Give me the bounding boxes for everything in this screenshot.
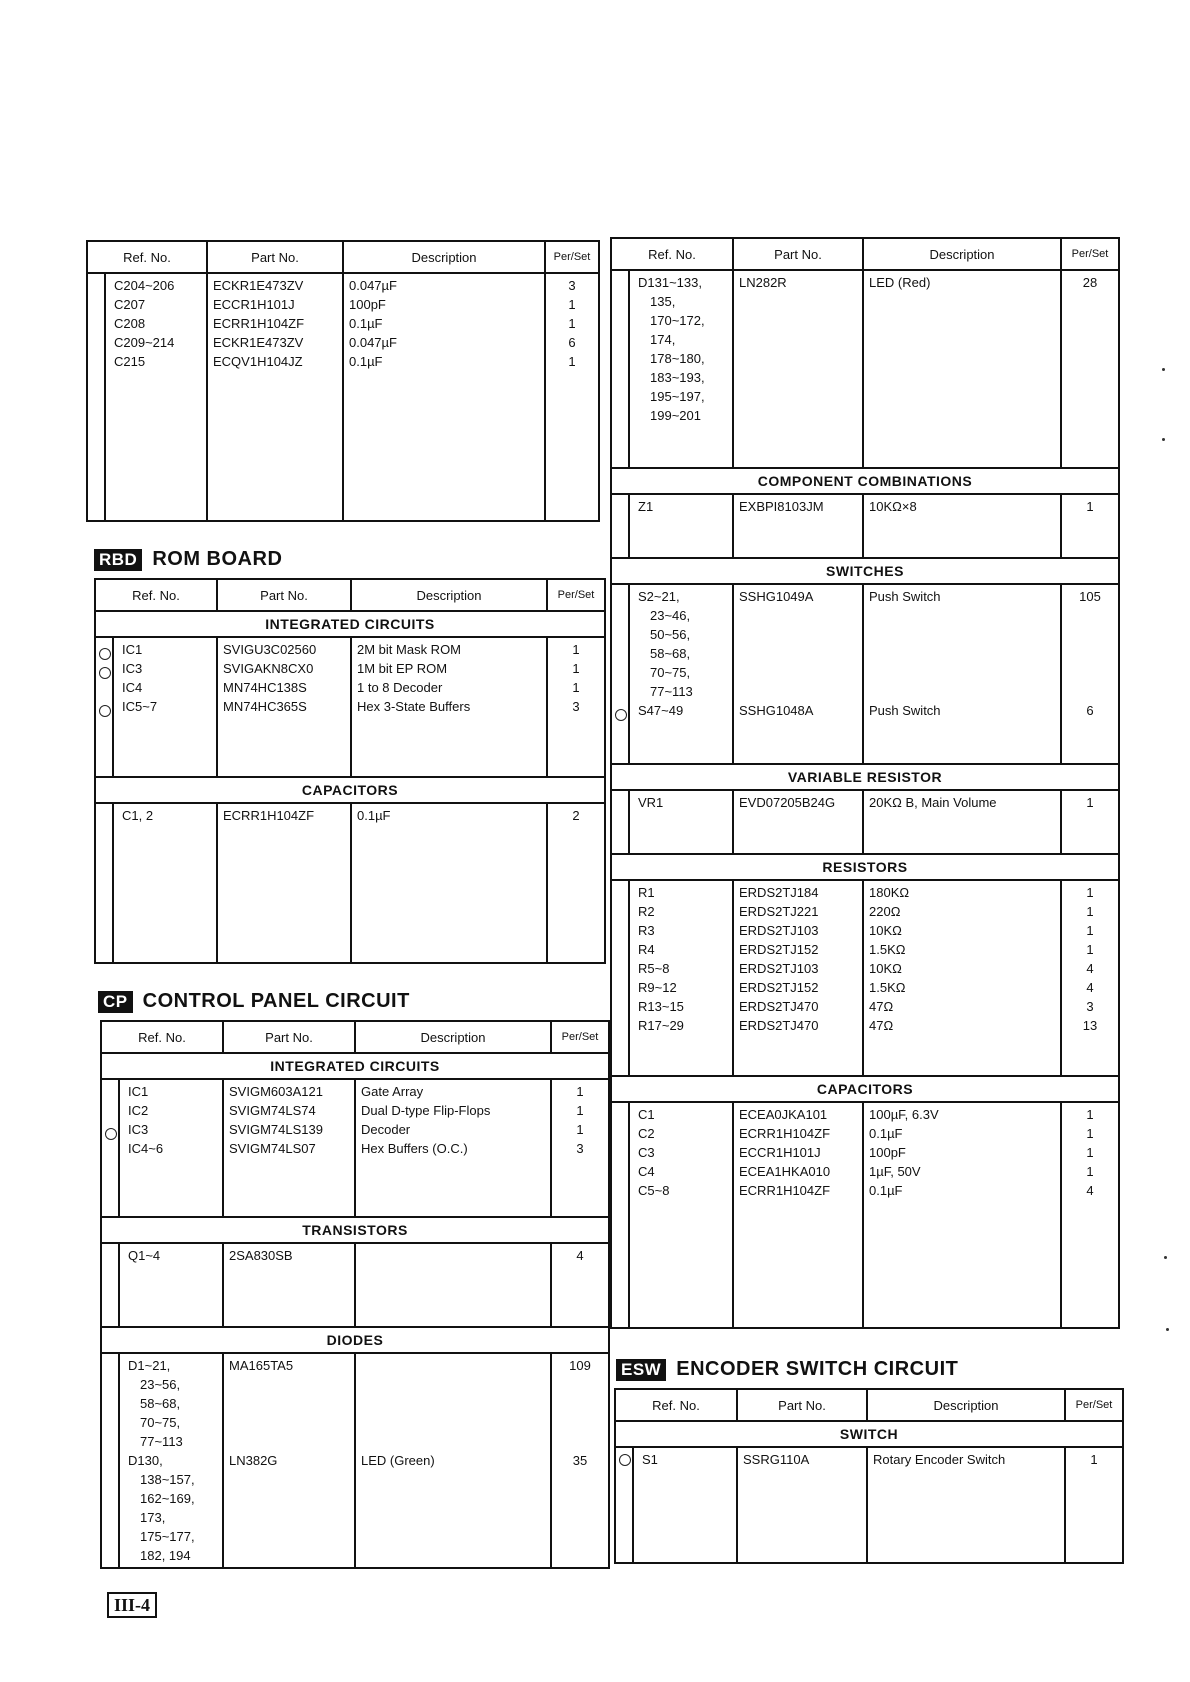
qty-cell: 1 xyxy=(568,316,576,331)
table-header-row xyxy=(101,1021,609,1053)
table-row xyxy=(101,1243,609,1327)
ref-cell: 23~46, xyxy=(650,608,691,623)
part-cell: ERDS2TJ152 xyxy=(739,942,819,957)
table-header-row xyxy=(95,579,605,611)
ref-cell: S47~49 xyxy=(638,703,684,718)
desc-cell: Push Switch xyxy=(869,589,941,604)
col-ref-header: Ref. No. xyxy=(611,238,733,270)
qty-cell: 1 xyxy=(1086,1107,1094,1122)
part-cell: SSRG110A xyxy=(743,1452,810,1467)
ref-cell: S1 xyxy=(642,1452,658,1467)
qty-cell: 1 xyxy=(1086,942,1094,957)
ref-cell: IC5~7 xyxy=(122,699,158,714)
qty-cell: 1 xyxy=(572,680,580,695)
desc-cell xyxy=(361,1356,545,1375)
ref-cell: 199~201 xyxy=(650,408,701,423)
desc-cell: 1.5KΩ xyxy=(869,942,906,957)
qty-cell: 105 xyxy=(1079,589,1101,604)
category-header: INTEGRATED CIRCUITS xyxy=(101,1053,609,1079)
part-cell: ERDS2TJ152 xyxy=(739,980,819,995)
col-qty-header: Per/Set xyxy=(1061,238,1119,270)
qty-cell: 35 xyxy=(572,1453,588,1468)
ref-cell: R1 xyxy=(638,885,655,900)
section-title: ROM BOARD xyxy=(152,548,283,570)
desc-cell: 0.047µF xyxy=(349,278,397,293)
qty-cell: 1 xyxy=(572,642,580,657)
part-cell: SVIGM74LS74 xyxy=(229,1103,316,1118)
desc-cell: LED (Red) xyxy=(869,275,931,290)
part-cell: ECRR1H104ZF xyxy=(223,808,315,823)
ref-cell: 178~180, xyxy=(650,351,705,366)
part-cell: SVIGU3C02560 xyxy=(223,642,317,657)
scan-speck xyxy=(1162,368,1165,371)
part-cell: EVD07205B24G xyxy=(739,795,836,810)
category-header: INTEGRATED CIRCUITS xyxy=(95,611,605,637)
category-header: CAPACITORS xyxy=(95,777,605,803)
desc-cell: 1 to 8 Decoder xyxy=(357,680,443,695)
desc-cell: Dual D-type Flip-Flops xyxy=(361,1103,491,1118)
desc-cell: Decoder xyxy=(361,1122,411,1137)
desc-cell: 10KΩ xyxy=(869,923,902,938)
ref-cell: D130, xyxy=(128,1453,163,1468)
table-row xyxy=(101,1079,609,1217)
ref-cell: IC4~6 xyxy=(128,1141,164,1156)
qty-cell: 1 xyxy=(576,1122,584,1137)
part-cell: MN74HC365S xyxy=(223,699,307,714)
col-desc-header: Description xyxy=(351,579,547,611)
ref-cell: R17~29 xyxy=(638,1018,684,1033)
ref-cell: 175~177, xyxy=(140,1529,195,1544)
part-cell: MA165TA5 xyxy=(229,1358,294,1373)
part-cell: ECEA1HKA010 xyxy=(739,1164,831,1179)
desc-cell: 100pF xyxy=(869,1145,906,1160)
ref-cell: IC1 xyxy=(128,1084,149,1099)
ref-cell: 170~172, xyxy=(650,313,705,328)
table-row xyxy=(611,494,1119,558)
desc-cell: 1.5KΩ xyxy=(869,980,906,995)
part-cell: SVIGM603A121 xyxy=(229,1084,323,1099)
part-cell: ECKR1E473ZV xyxy=(213,278,304,293)
ref-cell: Z1 xyxy=(638,499,654,514)
part-cell: ERDS2TJ470 xyxy=(739,999,819,1014)
qty-cell: 3 xyxy=(576,1141,584,1156)
ref-cell: 58~68, xyxy=(650,646,691,661)
part-cell: ECCR1H101J xyxy=(739,1145,821,1160)
part-cell: EXBPI8103JM xyxy=(739,499,824,514)
part-cell: ERDS2TJ103 xyxy=(739,923,819,938)
ref-cell: C1, 2 xyxy=(122,808,154,823)
qty-cell: 3 xyxy=(1086,999,1094,1014)
ref-cell: 182, 194 xyxy=(140,1548,191,1563)
ref-cell: VR1 xyxy=(638,795,664,810)
table-row xyxy=(611,790,1119,854)
category-header: TRANSISTORS xyxy=(101,1217,609,1243)
desc-cell: Hex Buffers (O.C.) xyxy=(361,1141,468,1156)
rom-board-heading xyxy=(94,548,282,571)
part-cell: ECEA0JKA101 xyxy=(739,1107,828,1122)
ref-cell: 70~75, xyxy=(650,665,691,680)
ref-cell: C2 xyxy=(638,1126,655,1141)
desc-cell: 100µF, 6.3V xyxy=(869,1107,939,1122)
ref-cell: 50~56, xyxy=(650,627,691,642)
scan-speck xyxy=(1164,1256,1167,1259)
table-row xyxy=(611,584,1119,764)
desc-cell: LED (Green) xyxy=(361,1453,435,1468)
qty-cell: 1 xyxy=(1090,1452,1098,1467)
table-header-row xyxy=(615,1389,1123,1421)
desc-cell: 2M bit Mask ROM xyxy=(357,642,462,657)
ref-cell: R2 xyxy=(638,904,655,919)
category-header: SWITCHES xyxy=(611,558,1119,584)
ref-cell: R3 xyxy=(638,923,655,938)
qty-cell: 4 xyxy=(1086,1183,1094,1198)
table-row xyxy=(87,273,599,521)
part-cell: ERDS2TJ103 xyxy=(739,961,819,976)
desc-cell: Push Switch xyxy=(869,703,941,718)
ref-cell: R5~8 xyxy=(638,961,670,976)
col-part-header: Part No. xyxy=(223,1021,355,1053)
desc-cell: 180KΩ xyxy=(869,885,910,900)
part-cell: ECCR1H101J xyxy=(213,297,295,312)
col-desc-header: Description xyxy=(863,238,1061,270)
qty-cell: 3 xyxy=(568,278,576,293)
section-code-badge: RBD xyxy=(94,549,142,571)
part-cell: LN382G xyxy=(229,1453,278,1468)
section-code-badge: ESW xyxy=(616,1359,666,1381)
section-title: CONTROL PANEL CIRCUIT xyxy=(142,990,410,1012)
desc-cell: 47Ω xyxy=(869,1018,894,1033)
col-ref-header: Ref. No. xyxy=(87,241,207,273)
col-qty-header: Per/Set xyxy=(547,579,605,611)
category-header: CAPACITORS xyxy=(611,1076,1119,1102)
desc-cell: 0.1µF xyxy=(869,1126,903,1141)
col-ref-header: Ref. No. xyxy=(95,579,217,611)
ref-cell: 162~169, xyxy=(140,1491,195,1506)
ref-cell: C204~206 xyxy=(114,278,175,293)
col-ref-header: Ref. No. xyxy=(615,1389,737,1421)
top-left-parts-table xyxy=(86,240,598,522)
table-row xyxy=(101,1353,609,1568)
part-cell: SVIGAKN8CX0 xyxy=(223,661,314,676)
col-qty-header: Per/Set xyxy=(551,1021,609,1053)
col-part-header: Part No. xyxy=(737,1389,867,1421)
ref-cell: 138~157, xyxy=(140,1472,195,1487)
ref-cell: IC3 xyxy=(128,1122,149,1137)
ref-cell: C207 xyxy=(114,297,146,312)
circle-mark-icon xyxy=(99,705,111,717)
part-cell: SVIGM74LS139 xyxy=(229,1122,323,1137)
table-header-row xyxy=(611,238,1119,270)
ref-cell: IC3 xyxy=(122,661,143,676)
part-cell: ECRR1H104ZF xyxy=(213,316,305,331)
circle-mark-icon xyxy=(105,1128,117,1140)
part-cell: ECRR1H104ZF xyxy=(739,1126,831,1141)
section-title: ENCODER SWITCH CIRCUIT xyxy=(676,1358,959,1380)
ref-cell: R13~15 xyxy=(638,999,684,1014)
col-ref-header: Ref. No. xyxy=(101,1021,223,1053)
ref-cell: R4 xyxy=(638,942,655,957)
qty-cell: 28 xyxy=(1082,275,1098,290)
encoder-switch-heading xyxy=(616,1358,958,1381)
qty-cell: 1 xyxy=(1086,1126,1094,1141)
ref-cell: S2~21, xyxy=(638,589,680,604)
ref-cell: 77~113 xyxy=(140,1434,183,1449)
circle-mark-icon xyxy=(615,709,627,721)
desc-cell: 1M bit EP ROM xyxy=(357,661,448,676)
ref-cell: IC4 xyxy=(122,680,143,695)
desc-cell: 0.1µF xyxy=(869,1183,903,1198)
qty-cell: 3 xyxy=(572,699,580,714)
desc-cell: 0.1µF xyxy=(349,354,383,369)
ref-cell: R9~12 xyxy=(638,980,677,995)
ref-cell: C3 xyxy=(638,1145,655,1160)
ref-cell: 195~197, xyxy=(650,389,705,404)
desc-cell: 10KΩ×8 xyxy=(869,499,917,514)
qty-cell: 1 xyxy=(568,354,576,369)
desc-cell: Rotary Encoder Switch xyxy=(873,1452,1006,1467)
ref-cell: 135, xyxy=(650,294,676,309)
col-qty-header: Per/Set xyxy=(1065,1389,1123,1421)
col-qty-header: Per/Set xyxy=(545,241,599,273)
qty-cell: 6 xyxy=(568,335,576,350)
qty-cell: 4 xyxy=(576,1248,584,1263)
desc-cell: 0.1µF xyxy=(349,316,383,331)
col-part-header: Part No. xyxy=(733,238,863,270)
qty-cell: 4 xyxy=(1086,961,1094,976)
desc-cell xyxy=(361,1246,545,1265)
table-row xyxy=(95,803,605,963)
table-row xyxy=(611,270,1119,468)
category-header: COMPONENT COMBINATIONS xyxy=(611,468,1119,494)
qty-cell: 1 xyxy=(1086,499,1094,514)
circle-mark-icon xyxy=(99,667,111,679)
table-row xyxy=(95,637,605,777)
part-cell: ECRR1H104ZF xyxy=(739,1183,831,1198)
qty-cell: 1 xyxy=(1086,1145,1094,1160)
ref-cell: C5~8 xyxy=(638,1183,670,1198)
ref-cell: IC1 xyxy=(122,642,143,657)
ref-cell: IC2 xyxy=(128,1103,149,1118)
category-header: SWITCH xyxy=(615,1421,1123,1447)
desc-cell: Hex 3-State Buffers xyxy=(357,699,471,714)
qty-cell: 4 xyxy=(1086,980,1094,995)
part-cell: ECKR1E473ZV xyxy=(213,335,304,350)
qty-cell: 1 xyxy=(1086,904,1094,919)
part-cell: 2SA830SB xyxy=(229,1248,293,1263)
qty-cell: 1 xyxy=(1086,923,1094,938)
circle-mark-icon xyxy=(99,648,111,660)
scan-speck xyxy=(1162,438,1165,441)
section-code-badge: CP xyxy=(98,991,133,1013)
ref-cell: 183~193, xyxy=(650,370,705,385)
desc-cell: 10KΩ xyxy=(869,961,902,976)
ref-cell: C208 xyxy=(114,316,146,331)
part-cell: ERDS2TJ470 xyxy=(739,1018,819,1033)
rom-board-table xyxy=(94,578,604,964)
control-panel-table xyxy=(100,1020,608,1569)
encoder-switch-table xyxy=(614,1388,1122,1564)
desc-cell: 20KΩ B, Main Volume xyxy=(869,795,997,810)
category-header: VARIABLE RESISTOR xyxy=(611,764,1119,790)
right-parts-table xyxy=(610,237,1118,1329)
col-desc-header: Description xyxy=(355,1021,551,1053)
part-cell: SSHG1049A xyxy=(739,589,814,604)
part-cell: SVIGM74LS07 xyxy=(229,1141,316,1156)
qty-cell: 1 xyxy=(572,661,580,676)
part-cell: LN282R xyxy=(739,275,787,290)
desc-cell: 47Ω xyxy=(869,999,894,1014)
ref-cell: Q1~4 xyxy=(128,1248,161,1263)
col-desc-header: Description xyxy=(343,241,545,273)
ref-cell: D1~21, xyxy=(128,1358,171,1373)
qty-cell: 13 xyxy=(1082,1018,1098,1033)
scan-speck xyxy=(1166,1328,1169,1331)
qty-cell: 1 xyxy=(568,297,576,312)
ref-cell: 77~113 xyxy=(650,684,693,699)
desc-cell: 0.1µF xyxy=(357,808,391,823)
desc-cell: 1µF, 50V xyxy=(869,1164,921,1179)
qty-cell: 109 xyxy=(569,1358,591,1373)
qty-cell: 1 xyxy=(1086,795,1094,810)
ref-cell: C1 xyxy=(638,1107,655,1122)
ref-cell: 23~56, xyxy=(140,1377,181,1392)
part-cell: ERDS2TJ221 xyxy=(739,904,819,919)
control-panel-heading xyxy=(98,990,410,1013)
qty-cell: 1 xyxy=(576,1103,584,1118)
page-number: III-4 xyxy=(107,1592,157,1618)
ref-cell: C4 xyxy=(638,1164,655,1179)
desc-cell: Gate Array xyxy=(361,1084,424,1099)
part-cell: ECQV1H104JZ xyxy=(213,354,303,369)
desc-cell: 100pF xyxy=(349,297,386,312)
part-cell: ERDS2TJ184 xyxy=(739,885,819,900)
table-row xyxy=(611,1102,1119,1328)
ref-cell: 70~75, xyxy=(140,1415,181,1430)
ref-cell: 58~68, xyxy=(140,1396,181,1411)
part-cell: MN74HC138S xyxy=(223,680,307,695)
ref-cell: C209~214 xyxy=(114,335,175,350)
desc-cell: 0.047µF xyxy=(349,335,397,350)
qty-cell: 1 xyxy=(1086,885,1094,900)
qty-cell: 6 xyxy=(1086,703,1094,718)
col-part-header: Part No. xyxy=(207,241,343,273)
circle-mark-icon xyxy=(619,1454,631,1466)
category-header: DIODES xyxy=(101,1327,609,1353)
category-header: RESISTORS xyxy=(611,854,1119,880)
col-part-header: Part No. xyxy=(217,579,351,611)
qty-cell: 2 xyxy=(572,808,580,823)
desc-cell: 220Ω xyxy=(869,904,901,919)
ref-cell: C215 xyxy=(114,354,146,369)
table-header-row xyxy=(87,241,599,273)
ref-cell: D131~133, xyxy=(638,275,702,290)
table-row xyxy=(611,880,1119,1076)
ref-cell: 174, xyxy=(650,332,676,347)
ref-cell: 173, xyxy=(140,1510,166,1525)
col-desc-header: Description xyxy=(867,1389,1065,1421)
part-cell: SSHG1048A xyxy=(739,703,814,718)
table-row xyxy=(615,1447,1123,1563)
qty-cell: 1 xyxy=(576,1084,584,1099)
qty-cell: 1 xyxy=(1086,1164,1094,1179)
